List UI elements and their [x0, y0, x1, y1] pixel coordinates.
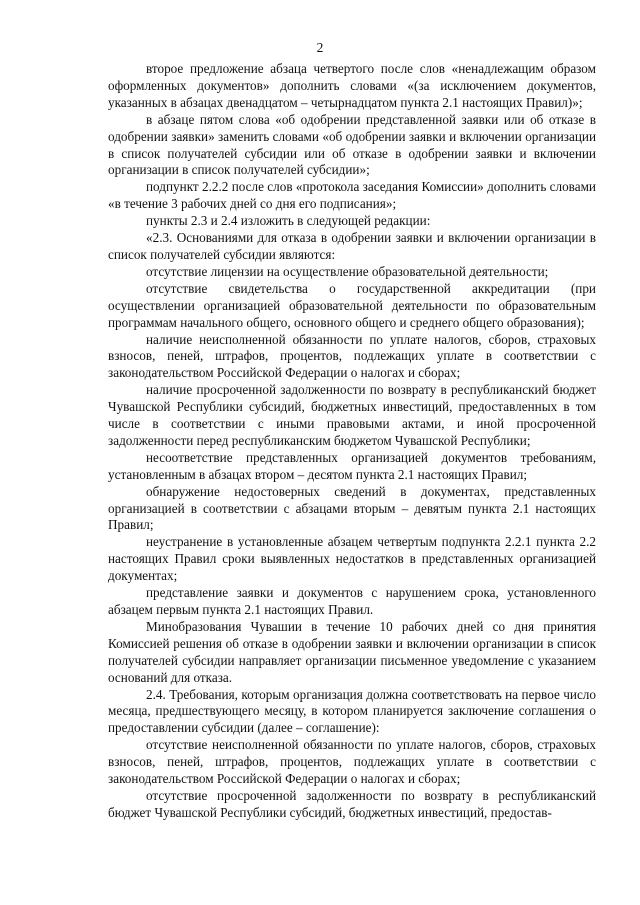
- paragraph: отсутствие неисполненной обязанности по уплате налогов, сборов, страховых взносов, пеней, штрафов, процентов, подлежащих уплате в соответствии с законодательством Российской Федерации о налогах и сборах;: [108, 737, 596, 787]
- paragraph: в абзаце пятом слова «об одобрении представленной заявки или об отказе в одобрении заявки» заменить словами «об одобрении заявки и включении организации в список получателей субсидии или об отказе в одобрении заявки и включении организации в список получателей субсидии»;: [108, 111, 596, 178]
- paragraph: «2.3. Основаниями для отказа в одобрении заявки и включении организации в список получателей субсидии являются:: [108, 230, 596, 262]
- paragraph: подпункт 2.2.2 после слов «протокола заседания Комиссии» дополнить словами «в течение 3 рабочих дней со дня его подписания»;: [108, 179, 596, 212]
- paragraph: наличие просроченной задолженности по возврату в республиканский бюджет Чувашской Республики субсидий, бюджетных инвестиций, предоставленных в том числе в соответствии с иными правовыми актами, и иной просроченной задолженности перед республиканским бюджетом Чувашской Республики;: [108, 382, 596, 448]
- paragraph: отсутствие свидетельства о государственной аккредитации (при осуществлении организацией образовательной деятельности по образовательным программам начального общего, основного общего и среднего общего образования);: [108, 280, 596, 330]
- paragraph: несоответствие представленных организацией документов требованиям, установленным в абзацах втором – десятом пункта 2.1 настоящих Правил;: [108, 449, 596, 482]
- page-number: 2: [316, 40, 324, 55]
- paragraph: неустранение в установленные абзацем четвертым подпункта 2.2.1 пункта 2.2 настоящих Правил сроки выявленных недостатков в представленных организацией документах;: [108, 534, 596, 584]
- paragraph: пункты 2.3 и 2.4 изложить в следующей редакции:: [146, 213, 431, 229]
- document-body: [108, 61, 596, 822]
- paragraph: отсутствие лицензии на осуществление образовательной деятельности;: [146, 263, 549, 279]
- paragraph: отсутствие просроченной задолженности по возврату в республиканский бюджет Чувашской Республики субсидий, бюджетных инвестиций, предостав-: [108, 787, 596, 820]
- paragraph: Минобразования Чувашии в течение 10 рабочих дней со дня принятия Комиссией решения об отказе в одобрении заявки и включении организации в список получателей субсидии направляет организации письменное уведомление с указанием оснований для отказа.: [108, 618, 596, 685]
- paragraph: обнаружение недостоверных сведений в документах, представленных организацией в соответствии с абзацами вторым – девятым пункта 2.1 настоящих Правил;: [108, 483, 596, 533]
- paragraph: второе предложение абзаца четвертого после слов «ненадлежащим образом оформленных документов» дополнить словами «(за исключением документов, указанных в абзацах двенадцатом – четырнадцатом пункта 2.1 настоящих Правил)»;: [108, 61, 596, 110]
- paragraph: представление заявки и документов с нарушением срока, установленного абзацем первым пункта 2.1 настоящих Правил.: [108, 585, 596, 617]
- paragraph: наличие неисполненной обязанности по уплате налогов, сборов, страховых взносов, пеней, штрафов, процентов, подлежащих уплате в соответствии с законодательством Российской Федерации о налогах и сборах;: [108, 331, 596, 381]
- paragraph: 2.4. Требования, которым организация должна соответствовать на первое число месяца, предшествующего месяцу, в котором планируется заключение соглашения о предоставлении субсидии (далее – соглашение):: [108, 686, 596, 736]
